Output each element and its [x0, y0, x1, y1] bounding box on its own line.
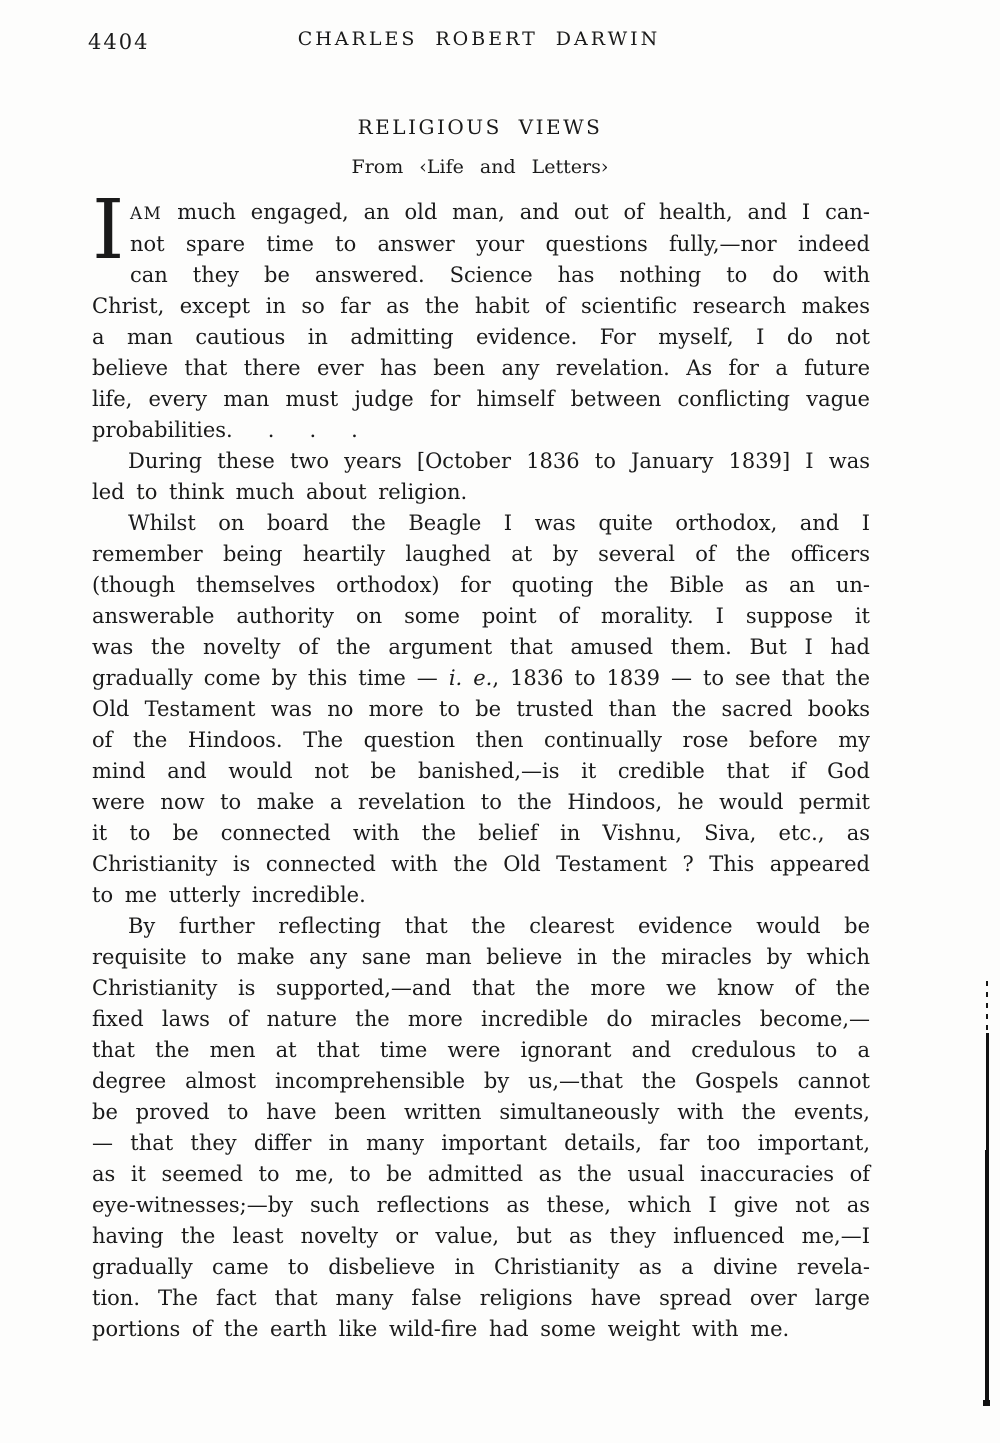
text-line: requisite to make any sane man believe in the miracles by which — [92, 945, 870, 969]
text-line: Christ, except in so far as the habit of scientific research makes — [92, 294, 870, 318]
text-line: portions of the earth like wild-fire had some weight with me. — [92, 1317, 790, 1341]
text-line: AM much engaged, an old man, and out of health, and I can- — [130, 200, 870, 224]
scan-edge-artifact-lower — [985, 1150, 989, 1406]
body-text — [92, 183, 871, 1345]
text-line: Christianity is connected with the Old Testament ? This appeared — [92, 852, 870, 876]
source-attribution: From ‹Life and Letters› — [351, 156, 609, 178]
text-line: During these two years [October 1836 to January 1839] I was — [128, 449, 870, 473]
text-line: a man cautious in admitting evidence. For myself, I do not — [92, 325, 870, 349]
text-line: having the least novelty or value, but as they influenced me,—I — [92, 1224, 870, 1248]
text-line: By further reflecting that the clearest evidence would be — [128, 914, 870, 938]
text-line: mind and would not be banished,—is it credible that if God — [92, 759, 870, 783]
text-line: degree almost incomprehensible by us,—that the Gospels cannot — [92, 1069, 870, 1093]
paragraph — [92, 911, 870, 1345]
text-line: tion. The fact that many false religions have spread over large — [92, 1286, 870, 1310]
text-line: Whilst on board the Beagle I was quite orthodox, and I — [128, 511, 870, 535]
text-line: answerable authority on some point of morality. I suppose it — [92, 604, 870, 628]
text-line: be proved to have been written simultaneously with the events, — [92, 1100, 870, 1124]
text-line: remember being heartily laughed at by several of the officers — [92, 542, 870, 566]
text-line: as it seemed to me, to be admitted as the usual inaccuracies of — [92, 1162, 870, 1186]
text-line: of the Hindoos. The question then continually rose before my — [92, 728, 870, 752]
text-line: life, every man must judge for himself between conflicting vague — [92, 387, 870, 411]
paragraph — [92, 446, 870, 508]
paragraph — [92, 508, 870, 911]
drop-cap: I — [92, 183, 125, 278]
text-line: probabilities. . . . — [92, 418, 358, 442]
text-line: that the men at that time were ignorant and credulous to a — [92, 1038, 870, 1062]
text-line: fixed laws of nature the more incredible do miracles become,— — [92, 1007, 870, 1031]
paragraph — [92, 183, 870, 446]
text-line: gradually come by this time — i. e., 1836 to 1839 — to see that the — [92, 666, 871, 690]
text-line: not spare time to answer your questions fully,—nor indeed — [130, 232, 870, 256]
text-line: Christianity is supported,—and that the more we know of the — [92, 976, 870, 1000]
text-line: (though themselves orthodox) for quoting the Bible as an un- — [92, 573, 870, 597]
text-line: Old Testament was no more to be trusted than the sacred books — [92, 697, 870, 721]
article-title: RELIGIOUS VIEWS — [357, 115, 603, 139]
text-line: were now to make a revelation to the Hindoos, he would permit — [92, 790, 870, 814]
running-head: CHARLES ROBERT DARWIN — [297, 28, 661, 50]
text-line: eye-witnesses;—by such reflections as these, which I give not as — [92, 1193, 870, 1217]
text-line: can they be answered. Science has nothing to do with — [130, 263, 870, 287]
scan-edge-artifact-upper — [986, 1033, 989, 1150]
page-number: 4404 — [88, 30, 150, 54]
title-block — [0, 115, 960, 178]
text-line: led to think much about religion. — [92, 480, 468, 504]
text-line: — that they differ in many important details, far too important, — [92, 1131, 870, 1155]
text-line: it to be connected with the belief in Vishnu, Siva, etc., as — [92, 821, 870, 845]
text-line: was the novelty of the argument that amused them. But I had — [92, 635, 870, 659]
scan-edge-artifact-foot — [983, 1400, 990, 1406]
text-line: gradually came to disbelieve in Christianity as a divine revela- — [92, 1255, 870, 1279]
small-caps-lead: AM — [130, 203, 163, 223]
text-line: to me utterly incredible. — [92, 883, 366, 907]
text-line: believe that there ever has been any revelation. As for a future — [92, 356, 870, 380]
scan-edge-artifact-dotted — [986, 981, 988, 1033]
